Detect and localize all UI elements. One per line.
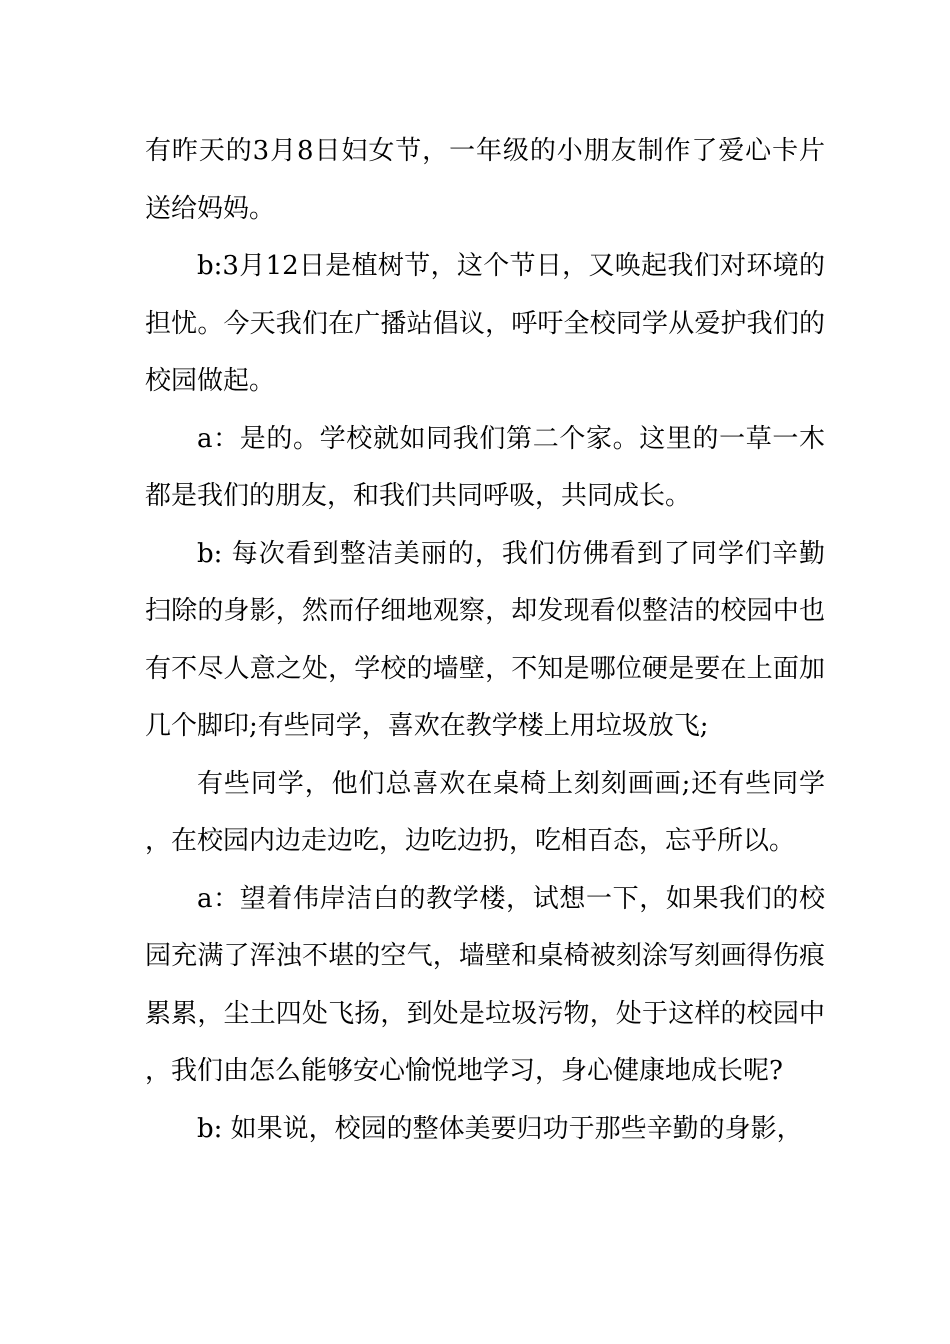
paragraph-4: b: 每次看到整洁美丽的，我们仿佛看到了同学们辛勤扫除的身影，然而仔细地观察，却发现看似整洁的校园中也有不尽人意之处，学校的墙壁，不知是哪位硬是要在上面加几个脚印;有些同学，喜欢在教学楼上用垃圾放飞; [145, 538, 825, 741]
paragraph-5: 有些同学，他们总喜欢在桌椅上刻刻画画;还有些同学，在校园内边走边吃，边吃边扔，吃相百态，忘乎所以。 [145, 768, 825, 856]
paragraph-1: 有昨天的3月8日妇女节，一年级的小朋友制作了爱心卡片送给妈妈。 [145, 136, 825, 224]
paragraph-7: b: 如果说，校园的整体美要归功于那些辛勤的身影， [197, 1113, 803, 1144]
document-body [145, 123, 825, 1158]
paragraph-2: b:3月12日是植树节，这个节日，又唤起我们对环境的担忧。今天我们在广播站倡议，呼吁全校同学从爱护我们的校园做起。 [145, 251, 825, 396]
paragraph-3: a：是的。学校就如同我们第二个家。这里的一草一木都是我们的朋友，和我们共同呼吸，共同成长。 [145, 423, 825, 511]
paragraph-6: a：望着伟岸洁白的教学楼，试想一下，如果我们的校园充满了浑浊不堪的空气，墙壁和桌椅被刻涂写刻画得伤痕累累，尘土四处飞扬，到处是垃圾污物，处于这样的校园中，我们由怎么能够安心愉悦地学习，身心健康地成长呢? [145, 883, 825, 1086]
